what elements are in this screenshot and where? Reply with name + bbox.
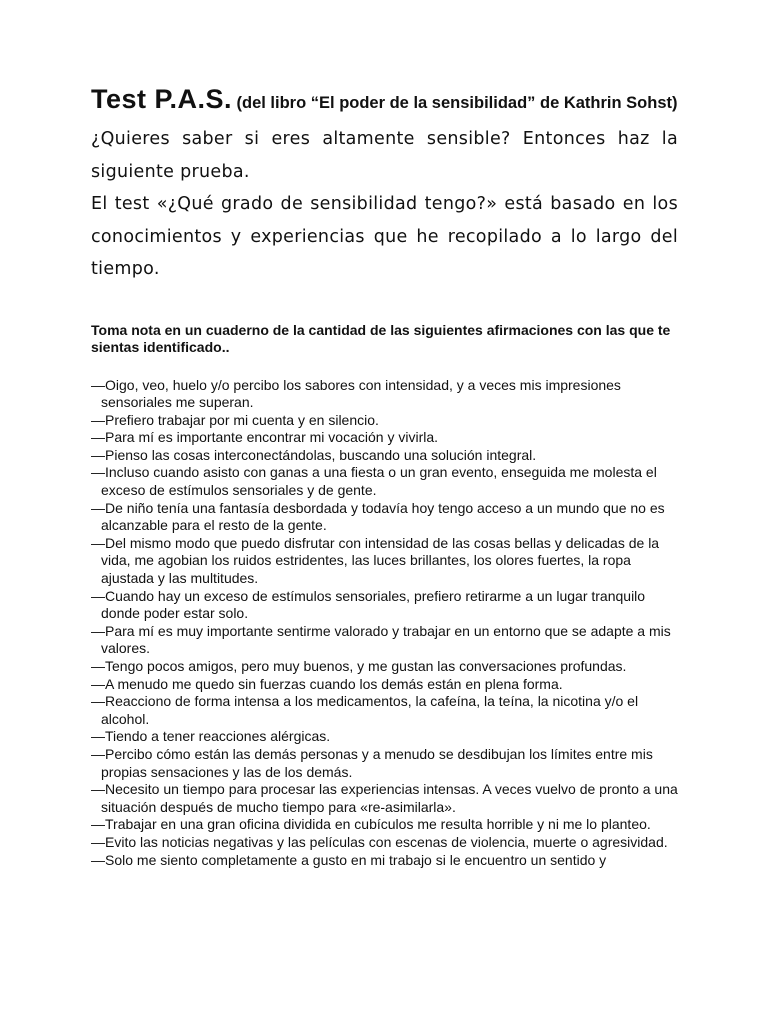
list-item: —Percibo cómo están las demás personas y a menudo se desdibujan los límites entre mis propias sensaciones y las de los demás. (91, 745, 653, 780)
intro-paragraph: El test «¿Qué grado de sensibilidad tengo?» está basado en los conocimientos y experiencias que he recopilado a lo largo del tiempo. (91, 194, 678, 279)
list-item: —Tengo pocos amigos, pero muy buenos, y me gustan las conversaciones profundas. (91, 658, 627, 674)
list-item: —Evito las noticias negativas y las películas con escenas de violencia, muerte o agresividad. (91, 833, 668, 850)
list-item: —Solo me siento completamente a gusto en mi trabajo si le encuentro un sentido y (91, 851, 607, 868)
list-item: —A menudo me quedo sin fuerzas cuando los demás están en plena forma. (91, 675, 563, 692)
list-item: —Del mismo modo que puedo disfrutar con intensidad de las cosas bellas y delicadas de la vida, me agobian los ruidos estridentes, las luces brillantes, los olores fuertes, la ropa ajustada y las multitudes. (91, 534, 660, 587)
instruction-text: Toma nota en un cuaderno de la cantidad de las siguientes afirmaciones con las que te sientas identificado.. (91, 321, 671, 355)
title-main: Test P.A.S. (91, 84, 233, 114)
list-item: —Para mí es importante encontrar mi vocación y vivirla. (91, 429, 439, 446)
statement-list (91, 377, 678, 870)
document-title (91, 84, 678, 115)
list-item: —De niño tenía una fantasía desbordada y todavía hoy tengo acceso a un mundo que no es alcanzable para el resto de la gente. (91, 499, 665, 534)
intro-section (91, 123, 678, 286)
title-subtitle: (del libro “El poder de la sensibilidad” de Kathrin Sohst) (236, 94, 678, 112)
intro-paragraph: ¿Quieres saber si eres altamente sensible? Entonces haz la siguiente prueba. (91, 129, 678, 182)
list-item: —Reacciono de forma intensa a los medicamentos, la cafeína, la teína, la nicotina y/o el alcohol. (91, 693, 639, 727)
document-page (91, 84, 678, 869)
list-item: —Tiendo a tener reacciones alérgicas. (91, 728, 331, 745)
list-item: —Trabajar en una gran oficina dividida en cubículos me resulta horrible y ni me lo planteo. (91, 816, 651, 833)
list-item: —Incluso cuando asisto con ganas a una fiesta o un gran evento, enseguida me molesta el exceso de estímulos sensoriales y de gente. (91, 464, 657, 499)
list-item: —Oigo, veo, huelo y/o percibo los sabores con intensidad, y a veces mis impresiones sensoriales me superan. (91, 376, 621, 411)
list-item: —Cuando hay un exceso de estímulos sensoriales, prefiero retirarme a un lugar tranquilo donde poder estar solo. (91, 587, 646, 622)
list-item: —Pienso las cosas interconectándolas, buscando una solución integral. (91, 446, 537, 463)
list-item: —Necesito un tiempo para procesar las experiencias intensas. A veces vuelvo de pronto a una situación después de mucho tiempo para «re-asimilarla». (91, 781, 678, 815)
list-item: —Prefiero trabajar por mi cuenta y en silencio. (91, 411, 379, 428)
list-item: —Para mí es muy importante sentirme valorado y trabajar en un entorno que se adapte a mis valores. (91, 622, 671, 657)
